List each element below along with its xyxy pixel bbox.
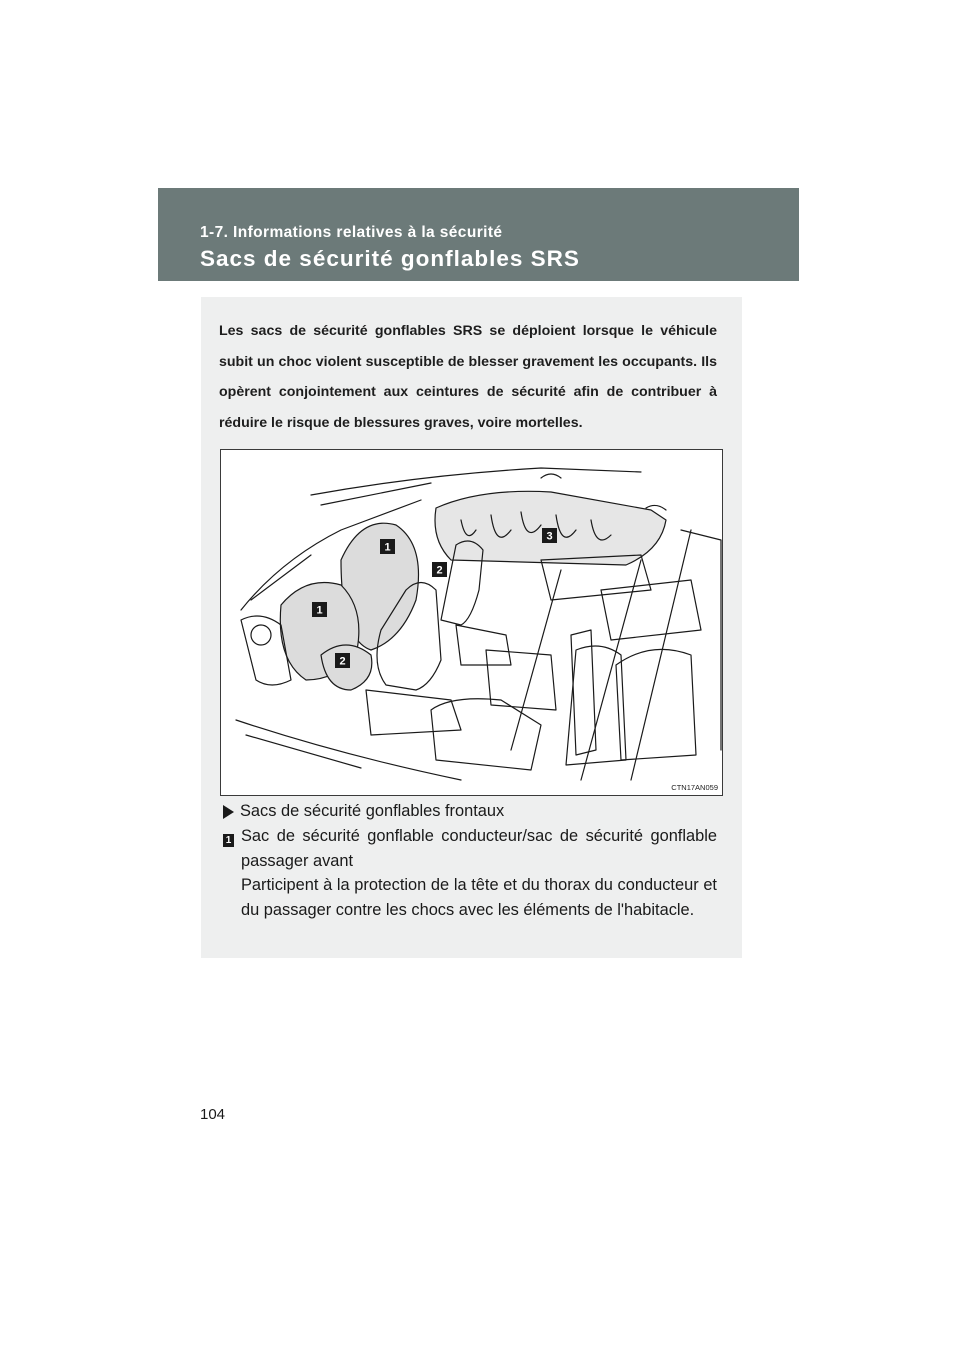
page-number: 104	[200, 1106, 226, 1123]
callout-2-lower	[335, 653, 350, 668]
callout-text: 2	[339, 655, 346, 668]
callout-1-upper	[380, 539, 395, 554]
car-interior-drawing	[221, 450, 724, 797]
page-title: Sacs de sécurité gonflables SRS	[200, 246, 580, 271]
intro-paragraph: Les sacs de sécurité gonflables SRS se déploient lorsque le véhicule subit un choc violent susceptible de blesser gravement les occupants. Ils opèrent conjointement aux ceintures de sécurité afin de contribuer à réduire le risque de blessures graves, voire mortelles.	[219, 323, 717, 431]
section-label: 1-7. Informations relatives à la sécurité	[200, 224, 503, 241]
callout-text: 1	[316, 604, 323, 617]
callout-1-lower	[312, 602, 327, 617]
callout-2-upper	[432, 562, 447, 577]
item-description: Participent à la protection de la tête et du thorax du conducteur et du passager contre les chocs avec les éléments de l'habitacle.	[241, 876, 717, 919]
callout-3	[542, 528, 557, 543]
item-number-badge: 1	[223, 834, 234, 847]
image-code: CTN17AN059	[671, 783, 718, 792]
item-title: Sac de sécurité gonflable conducteur/sac de sécurité gonflable passager avant	[241, 827, 717, 870]
callout-text: 2	[436, 564, 443, 577]
content-box	[201, 297, 742, 958]
bullet-heading: Sacs de sécurité gonflables frontaux	[240, 802, 505, 820]
callout-text: 1	[384, 541, 391, 554]
callout-text: 3	[546, 530, 553, 543]
triangle-bullet-icon	[223, 805, 234, 819]
bullet-row	[223, 802, 504, 821]
airbag-illustration	[220, 449, 723, 796]
section-header-band	[158, 188, 799, 281]
